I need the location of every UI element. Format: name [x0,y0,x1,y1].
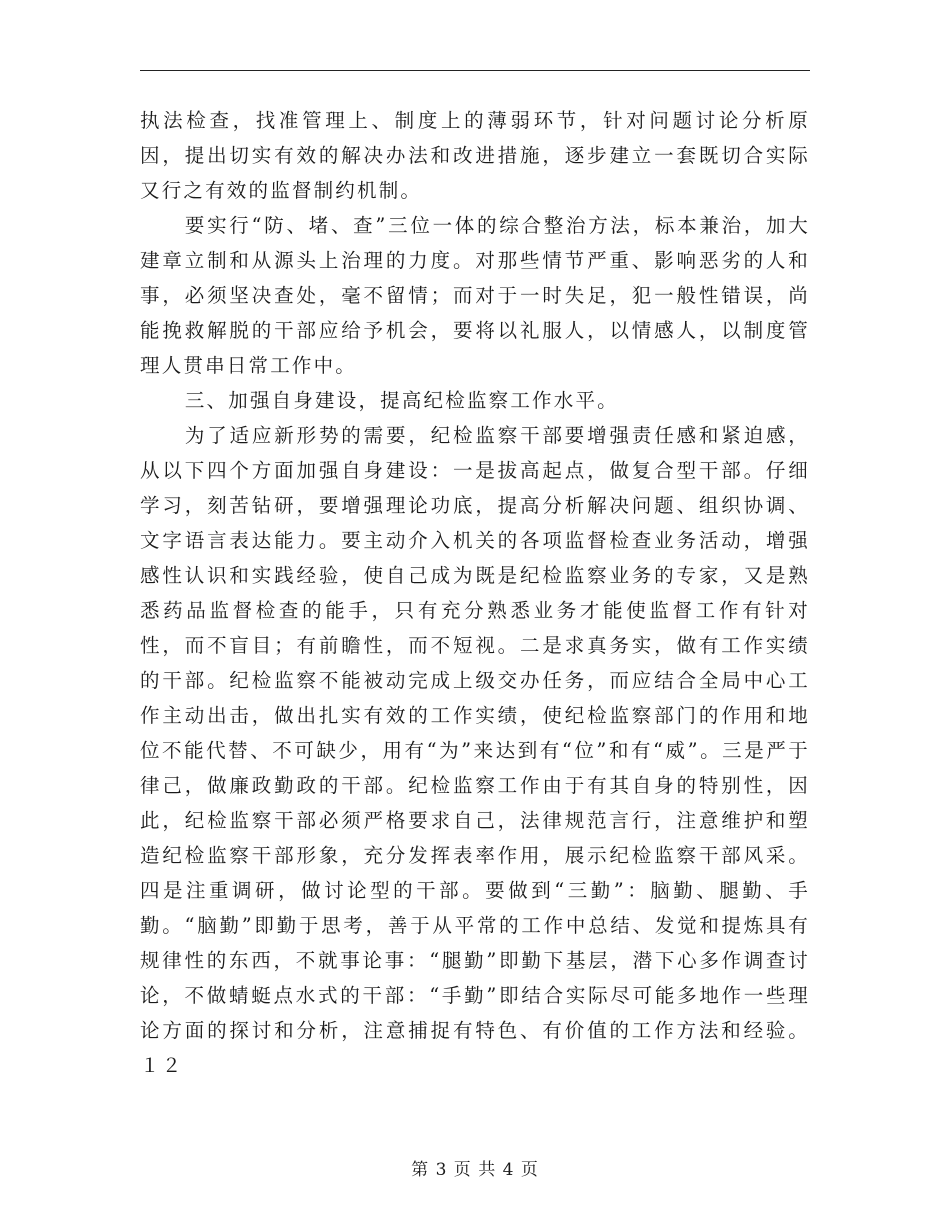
section-heading-3: 三、加强自身建设，提高纪检监察工作水平。 [184,389,619,412]
footer-total-pages: 4 [502,1160,515,1180]
footer-prefix: 第 [411,1160,430,1180]
footer-suffix: 页 [520,1160,539,1180]
body-paragraph-2: 要实行“防、堵、查”三位一体的综合整治方法，标本兼治，加大建章立制和从源头上治理的力度。对那些情节严重、影响恶劣的人和事，必须坚决查处，毫不留情；而对于一时失足，犯一般性错误，尚能挽救解脱的干部应给予机会，要将以礼服人，以情感人，以制度管理人贯串日常工作中。 [140,214,810,377]
body-paragraph-1: 执法检查，找准管理上、制度上的薄弱环节，针对问题讨论分析原因，提出切实有效的解决办法和改进措施，逐步建立一套既切合实际又行之有效的监督制约机制。 [140,109,810,202]
footer-current-page: 3 [435,1160,448,1180]
footer-middle: 页 共 [453,1160,497,1180]
header-rule [140,70,810,71]
page-footer [0,1155,950,1180]
body-paragraph-4: 为了适应新形势的需要，纪检监察干部要增强责任感和紧迫感，从以下四个方面加强自身建设：一是拔高起点，做复合型干部。仔细学习，刻苦钻研，要增强理论功底，提高分析解决问题、组织协调、文字语言表达能力。要主动介入机关的各项监督检查业务活动，增强感性认识和实践经验，使自己成为既是纪检监察业务的专家，又是熟悉药品监督检查的能手，只有充分熟悉业务才能使监督工作有针对性，而不盲目；有前瞻性，而不短视。二是求真务实，做有工作实绩的干部。纪检监察不能被动完成上级交办任务，而应结合全局中心工作主动出击，做出扎实有效的工作实绩，使纪检监察部门的作用和地位不能代替、不可缺少，用有“为”来达到有“位”和有“威”。三是严于律己，做廉政勤政的干部。纪检监察工作由于有其自身的特别性，因此，纪检监察干部必须严格要求自己，法律规范言行，注意维护和塑造纪检监察干部形象，充分发挥表率作用，展示纪检监察干部风采。四是注重调研，做讨论型的干部。要做到“三勤”：脑勤、腿勤、手勤。“脑勤”即勤于思考，善于从平常的工作中总结、发觉和提炼具有规律性的东西，不就事论事：“腿勤”即勤下基层，潜下心多作调查讨论，不做蜻蜓点水式的干部：“手勤”即结合实际尽可能多地作一些理论方面的探讨和分析，注意捕捉有特色、有价值的工作方法和经验。 １２ [140,424,810,1077]
document-body [140,103,810,1083]
